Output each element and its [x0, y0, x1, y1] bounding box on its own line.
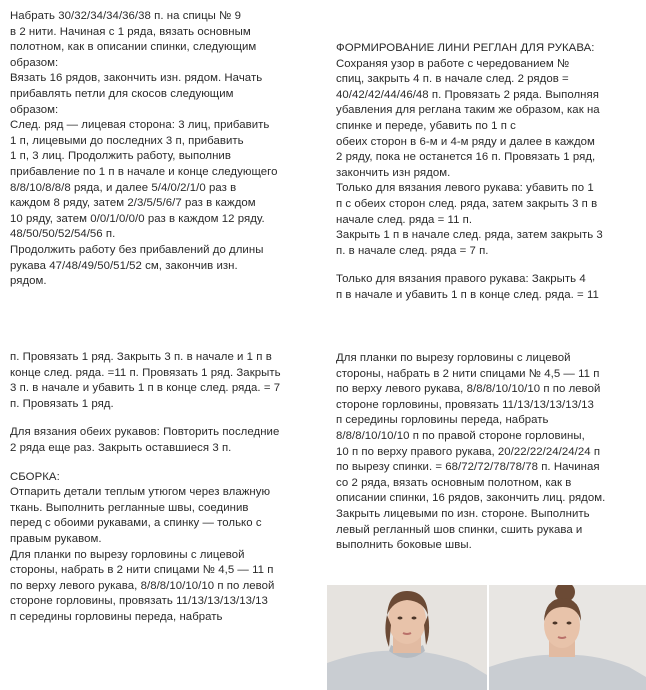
model-photo-front-illustration: [327, 585, 487, 690]
model-photo-bun-illustration: [489, 585, 646, 690]
paragraph-left-sleeve-end: п. Провязать 1 ряд. Закрыть 3 п. в начале и 1 п в конце след. ряда. =11 п. Провязать 1 ряд. Закрыть 3 п. в начале и убавить 1 п в конце след. ряда. = 7 п. Провязать 1 ряд.: [10, 351, 281, 410]
paragraph-left-sleeve-only: Только для вязания левого рукава: убавить по 1 п с обеих сторон след. ряда, затем закрыть 3 п в начале след. ряда = 11 п. Закрыть 1 п в начале след. ряда, затем закрыть 3 п. в начале след. ряда = 7 п.: [336, 182, 603, 257]
paragraph-neckband: Для планки по вырезу горловины с лицевой стороны, набрать в 2 нити спицами № 4,5 — 11 п по верху левого рукава, 8/8/8/10/10/10 п по левой стороне горловины, провязать 11/13/13/13/13/13 п середины горловины переда, набрать: [10, 548, 275, 623]
paragraph-increases: След. ряд — лицевая сторона: 3 лиц, прибавить 1 п, лицевыми до последних 3 п, прибавить 1 п, 3 лиц. Продолжить работу, выполнив прибавление по 1 п в начале и конце следующего 8/8/10/8/8/8 ряда, и далее 5/4/0/2/1/0 раз в каждом 8 ряду, затем 2/3/5/5/6/7 раз в каждом 10 ряду, затем 0/0/1/0/0/0 раз в каждом 12 ряду. 48/50/50/52/54/56 п.: [10, 119, 278, 241]
paragraph-cast-on: Набрать 30/32/34/34/36/38 п. на спицы № 9 в 2 нити. Начиная с 1 ряда, вязать основным полотном, как в описании спинки, следующим образом:: [10, 10, 257, 69]
model-photo-bun: [489, 585, 646, 690]
paragraph-both-sleeves: Для вязания обеих рукавов: Повторить последние 2 ряда еще раз. Закрыть оставшиеся 3 п.: [10, 426, 280, 454]
pattern-text-sleeve-start: [10, 9, 310, 349]
pattern-text-assembly: [10, 350, 310, 686]
pattern-text-neckband-finish: [336, 351, 636, 583]
raglan-heading: ФОРМИРОВАНИЕ ЛИНИ РЕГЛАН ДЛЯ РУКАВА:: [336, 42, 595, 54]
model-photo-front: [327, 585, 487, 690]
paragraph-raglan-shaping: Сохраняя узор в работе с чередованием № спиц, закрыть 4 п. в начале след. 2 рядов = 40/42/42/44/46/48 п. Провязать 2 ряда. Выполняя убавления для реглана таким же образом, как на спинке и переде, убавить по 1 п с обеих сторон в 6-м и 4-м ряду и далее в каждом 2 ряду, пока не останется 16 п. Провязать 1 ряд, закончить изн рядом.: [336, 57, 600, 179]
paragraph-right-sleeve-only: Только для вязания правого рукава: Закрыть 4 п в начале и убавить 1 п в конце след. ряда. = 11: [336, 273, 599, 301]
assembly-heading: СБОРКА:: [10, 470, 60, 483]
paragraph-steam-seams: Отпарить детали теплым утюгом через влажную ткань. Выполнить регланные швы, соединив перед с обоими рукавами, а спинку — только с правым рукавом.: [10, 486, 271, 545]
paragraph-continue-length: Продолжить работу без прибавлений до длины рукава 47/48/49/50/51/52 см, закончив изн. рядом.: [10, 243, 264, 288]
pattern-text-raglan: [336, 41, 636, 346]
paragraph-knit-16-rows: Вязать 16 рядов, закончить изн. рядом. Начать прибавлять петли для скосов следующим образом:: [10, 72, 263, 116]
paragraph-neckband-finish: Для планки по вырезу горловины с лицевой стороны, набрать в 2 нити спицами № 4,5 — 11 п по верху левого рукава, 8/8/8/10/10/10 п по левой стороне горловины, провязать 11/13/13/13/13/13 п середины горловины переда, набрать 8/8/8/10/10/10 п по правой стороне горловины, 10 п по верху правого рукава, 20/22/22/24/24/24 п по вырезу спинки. = 68/72/72/78/78/78 п. Начиная со 2 ряда, вязать основным полотном, как в описании спинки, 16 рядов, закончить лиц. рядом. Закрыть лицевыми по изн. стороне. Выполнить левый регланный шов спинки, сшить рукава и выполнить боковые швы.: [336, 352, 606, 552]
